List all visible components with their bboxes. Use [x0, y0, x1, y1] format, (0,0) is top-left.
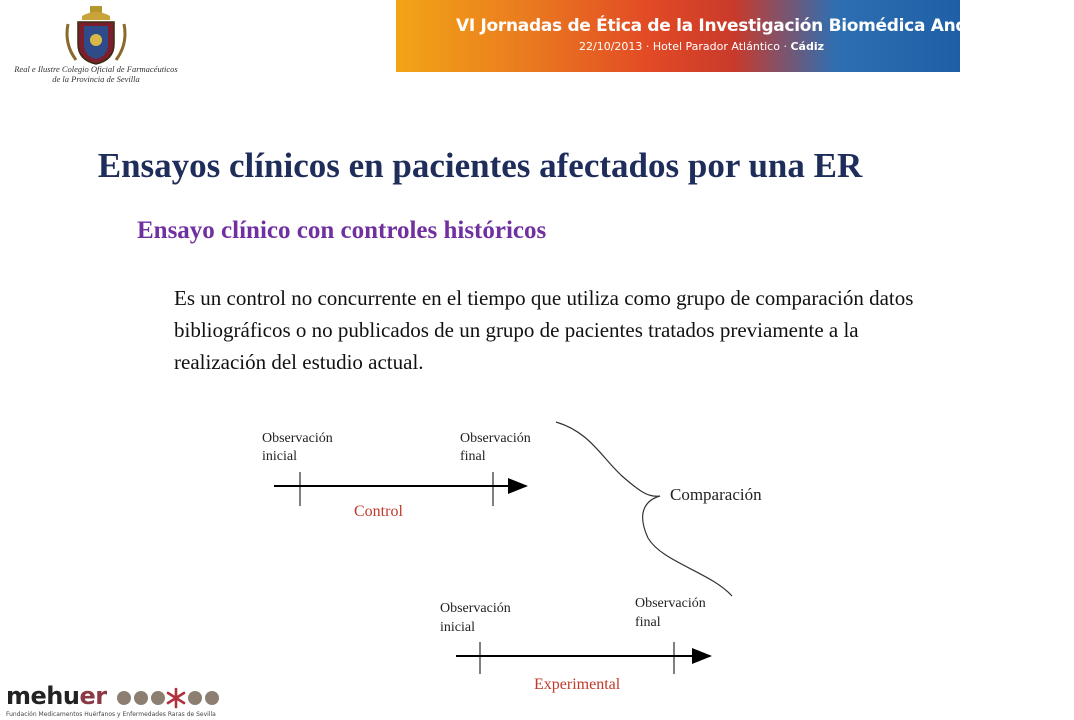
mehuer-logo-accent: er [79, 682, 107, 710]
college-name-line-1: Real e Ilustre Colegio Oficial de Farmacéuticos [14, 64, 178, 74]
control-start-label-1: Observación [262, 431, 333, 446]
banner-title: VI Jornadas de Ética de la Investigación Biomédica Andalucía 2013 [456, 16, 1074, 36]
historical-control-diagram [250, 412, 790, 702]
event-banner [396, 0, 1074, 72]
comparison-brace [556, 422, 732, 596]
experimental-end-label-2: final [635, 615, 661, 630]
slide-title: Ensayos clínicos en pacientes afectados por una ER [97, 146, 863, 185]
definition-text: Es un control no concurrente en el tiempo que utiliza como grupo de comparación datos bibliográficos o no publicados de un grupo de pacientes tratados previamente a la realización del estudio actual. [174, 286, 914, 374]
college-crest-icon [60, 4, 132, 66]
banner-subtitle [579, 40, 824, 53]
comparison-label: Comparación [670, 485, 762, 504]
slide-subtitle: Ensayo clínico con controles históricos [137, 217, 547, 244]
control-end-label-1: Observación [460, 431, 531, 446]
college-name [6, 64, 186, 84]
experimental-start-label-2: inicial [440, 620, 475, 635]
college-name-line-2: de la Provincia de Sevilla [52, 74, 140, 84]
mehuer-dots-icon [116, 686, 228, 708]
experimental-start-label-1: Observación [440, 601, 511, 616]
mehuer-tagline: Fundación Medicamentos Huérfanos y Enfermedades Raras de Sevilla [6, 711, 216, 718]
banner-date-venue: 22/10/2013 · Hotel Parador Atlántico · [579, 40, 791, 53]
control-end-label-2: final [460, 449, 486, 464]
mehuer-logo-text [6, 682, 107, 710]
banner-city: Cádiz [790, 40, 824, 53]
control-start-label-2: inicial [262, 449, 297, 464]
experimental-end-label-1: Observación [635, 596, 706, 611]
experimental-group-label: Experimental [534, 676, 621, 693]
control-group-label: Control [354, 503, 403, 520]
mehuer-logo-main: mehu [6, 682, 80, 710]
